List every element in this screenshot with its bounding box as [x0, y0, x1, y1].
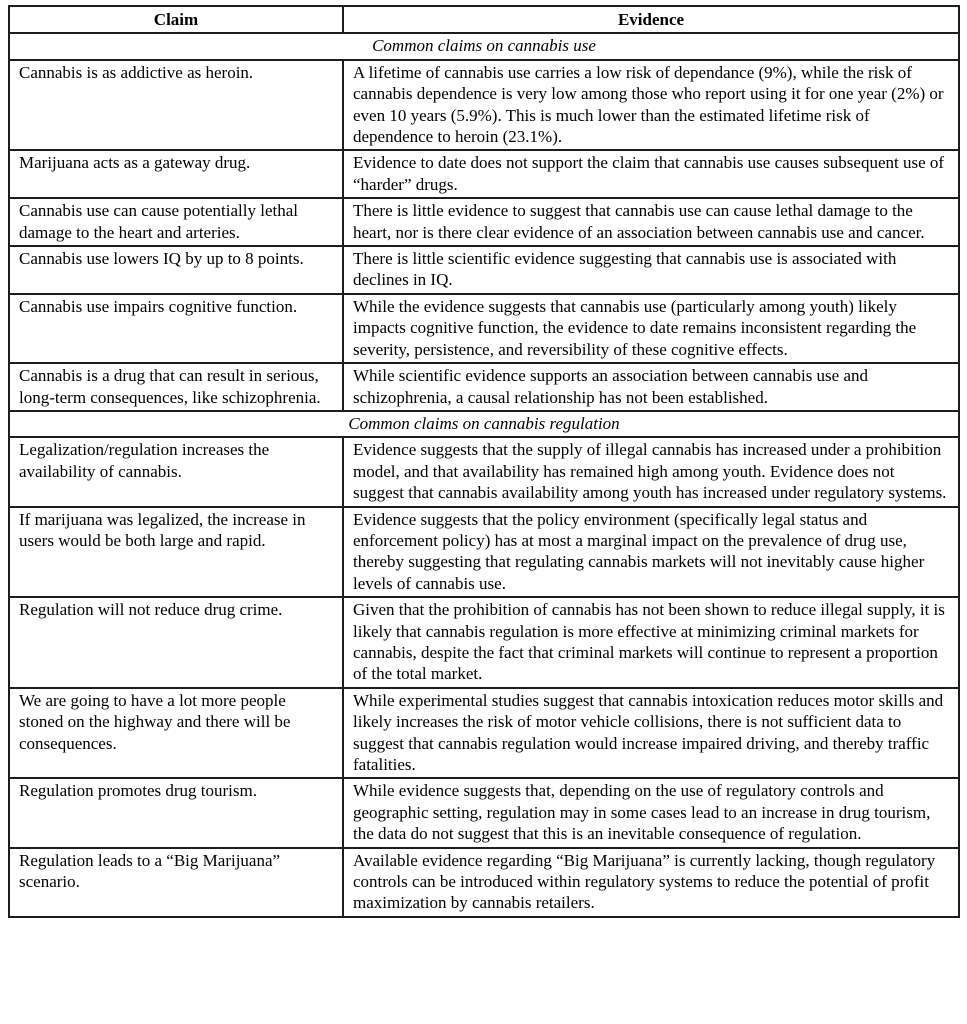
table-row	[9, 848, 959, 917]
evidence-cell: A lifetime of cannabis use carries a low risk of dependance (9%), while the risk of cannabis dependence is very low among those who report using it for one year (2%) or even 10 years (5.9%). This is much lower than the estimated lifetime risk of dependence to heroin (23.1%).	[343, 60, 959, 151]
evidence-cell: Evidence suggests that the policy environment (specifically legal status and enforcement policy) has at most a marginal impact on the prevalence of drug use, thereby suggesting that regulating cannabis markets will not inevitably cause higher levels of cannabis use.	[343, 507, 959, 598]
table-row	[9, 778, 959, 847]
claim-cell: Cannabis is a drug that can result in serious, long-term consequences, like schizophrenia.	[9, 363, 343, 411]
evidence-cell: While scientific evidence supports an association between cannabis use and schizophrenia, a causal relationship has not been established.	[343, 363, 959, 411]
table-row	[9, 294, 959, 363]
evidence-cell: While the evidence suggests that cannabis use (particularly among youth) likely impacts cognitive function, the evidence to date remains inconsistent regarding the severity, persistence, and reversibility of these cognitive effects.	[343, 294, 959, 363]
claim-cell: Cannabis use lowers IQ by up to 8 points.	[9, 246, 343, 294]
evidence-cell: There is little evidence to suggest that cannabis use can cause lethal damage to the heart, nor is there clear evidence of an association between cannabis use and cancer.	[343, 198, 959, 246]
claim-cell: Marijuana acts as a gateway drug.	[9, 150, 343, 198]
table-row	[9, 688, 959, 779]
section-title-cannabis-regulation: Common claims on cannabis regulation	[9, 411, 959, 437]
table-row	[9, 363, 959, 411]
claim-cell: Regulation promotes drug tourism.	[9, 778, 343, 847]
claim-cell: If marijuana was legalized, the increase in users would be both large and rapid.	[9, 507, 343, 598]
evidence-cell: Available evidence regarding “Big Marijuana” is currently lacking, though regulatory controls can be introduced within regulatory systems to reduce the potential of profit maximization by cannabis retailers.	[343, 848, 959, 917]
claim-cell: Regulation leads to a “Big Marijuana” scenario.	[9, 848, 343, 917]
section-title-cannabis-use: Common claims on cannabis use	[9, 33, 959, 59]
claims-evidence-table	[8, 5, 960, 918]
header-row	[9, 6, 959, 33]
table-row	[9, 150, 959, 198]
claim-column-header: Claim	[9, 6, 343, 33]
section-header-row	[9, 411, 959, 437]
claim-cell: Regulation will not reduce drug crime.	[9, 597, 343, 688]
table-row	[9, 597, 959, 688]
evidence-cell: Evidence to date does not support the claim that cannabis use causes subsequent use of “harder” drugs.	[343, 150, 959, 198]
evidence-cell: While evidence suggests that, depending on the use of regulatory controls and geographic setting, regulation may in some cases lead to an increase in drug tourism, the data do not suggest that this is an inevitable consequence of regulation.	[343, 778, 959, 847]
table-row	[9, 60, 959, 151]
evidence-cell: Evidence suggests that the supply of illegal cannabis has increased under a prohibition model, and that availability has remained high among youth. Evidence does not suggest that cannabis availability among youth has increased under regulatory systems.	[343, 437, 959, 506]
table-row	[9, 246, 959, 294]
table-row	[9, 437, 959, 506]
evidence-cell: While experimental studies suggest that cannabis intoxication reduces motor skills and likely increases the risk of motor vehicle collisions, there is not sufficient data to suggest that cannabis regulation would increase impaired driving, and thereby traffic fatalities.	[343, 688, 959, 779]
table-row	[9, 507, 959, 598]
claim-cell: Cannabis use impairs cognitive function.	[9, 294, 343, 363]
claim-cell: Cannabis use can cause potentially lethal damage to the heart and arteries.	[9, 198, 343, 246]
table-row	[9, 198, 959, 246]
evidence-cell: Given that the prohibition of cannabis has not been shown to reduce illegal supply, it is likely that cannabis regulation is more effective at minimizing criminal markets for cannabis, despite the fact that criminal markets will continue to represent a proportion of the total market.	[343, 597, 959, 688]
claim-cell: We are going to have a lot more people stoned on the highway and there will be consequences.	[9, 688, 343, 779]
evidence-cell: There is little scientific evidence suggesting that cannabis use is associated with declines in IQ.	[343, 246, 959, 294]
claim-cell: Cannabis is as addictive as heroin.	[9, 60, 343, 151]
claim-cell: Legalization/regulation increases the availability of cannabis.	[9, 437, 343, 506]
evidence-column-header: Evidence	[343, 6, 959, 33]
section-header-row	[9, 33, 959, 59]
